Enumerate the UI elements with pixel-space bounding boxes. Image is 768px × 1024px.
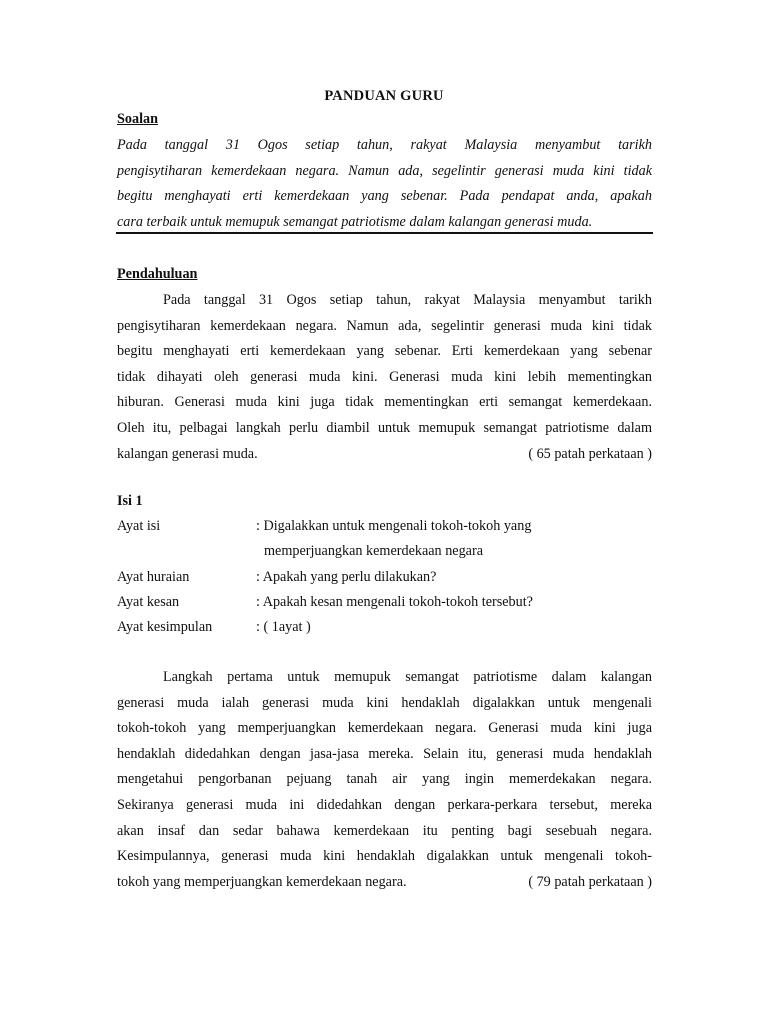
paragraph-line: pengisytiharan kemerdekaan negara. Namun ada, segelintir generasi muda kini tidak xyxy=(117,317,652,334)
outline-row xyxy=(117,594,533,611)
paragraph-line: begitu menghayati erti kemerdekaan yang sebenar. Erti kemerdekaan yang sebenar xyxy=(117,343,652,360)
outline-value: : Apakah yang perlu dilakukan? xyxy=(256,569,437,585)
paragraph-line: tokoh yang memperjuangkan kemerdekaan negara. xyxy=(117,873,407,890)
page-title: PANDUAN GURU xyxy=(324,88,444,104)
outline-value: : Digalakkan untuk mengenali tokoh-tokoh yang xyxy=(256,518,532,534)
outline-row xyxy=(117,569,436,586)
outline-label: Ayat huraian xyxy=(117,569,190,585)
paragraph-last-line xyxy=(117,870,652,896)
outline-label: Ayat kesan xyxy=(117,594,180,610)
paragraph-line: tidak dihayati oleh generasi muda kini. Generasi muda kini lebih mementingkan xyxy=(117,368,652,385)
word-count: ( 65 patah perkataan ) xyxy=(528,445,652,462)
outline-label xyxy=(117,543,256,560)
question-text xyxy=(117,133,652,235)
soalan-heading: Soalan xyxy=(117,111,159,127)
paragraph-line: tokoh-tokoh yang memperjuangkan kemerdekaan negara. Generasi muda kini juga xyxy=(117,720,652,737)
paragraph-last-line xyxy=(117,442,652,468)
question-line: cara terbaik untuk memupuk semangat patriotisme dalam kalangan generasi muda. xyxy=(117,213,593,230)
outline-value: memperjuangkan kemerdekaan negara xyxy=(264,543,484,559)
isi1-heading: Isi 1 xyxy=(117,493,143,509)
pendahuluan-heading: Pendahuluan xyxy=(117,266,198,282)
paragraph-line: Kesimpulannya, generasi muda kini hendaklah digalakkan untuk mengenali tokoh- xyxy=(117,848,652,865)
outline-label: Ayat isi xyxy=(117,518,161,534)
paragraph-line: Pada tanggal 31 Ogos setiap tahun, rakyat Malaysia menyambut tarikh xyxy=(163,292,652,308)
outline-value: : ( 1ayat ) xyxy=(256,619,311,635)
paragraph-line: generasi muda ialah generasi muda kini hendaklah digalakkan untuk mengenali xyxy=(117,694,652,711)
question-line: pengisytiharan kemerdekaan negara. Namun ada, segelintir generasi muda kini tidak xyxy=(117,162,652,179)
paragraph-line: mengetahui pengorbanan pejuang tanah air yang ingin memerdekakan negara. xyxy=(117,771,652,788)
paragraph-line: Sekiranya generasi muda ini didedahkan dengan perkara-perkara tersebut, mereka xyxy=(117,796,652,813)
outline-row xyxy=(117,518,531,535)
outline-row xyxy=(117,543,483,560)
paragraph-line: Oleh itu, pelbagai langkah perlu diambil untuk memupuk semangat patriotisme dalam xyxy=(117,419,652,436)
isi1-paragraph xyxy=(117,665,652,895)
question-underline-rule xyxy=(116,232,653,234)
question-line: Pada tanggal 31 Ogos setiap tahun, rakyat Malaysia menyambut tarikh xyxy=(117,137,652,153)
paragraph-line: kalangan generasi muda. xyxy=(117,445,258,462)
paragraph-line: Langkah pertama untuk memupuk semangat patriotisme dalam kalangan xyxy=(163,669,652,685)
pendahuluan-paragraph xyxy=(117,288,652,467)
outline-value: : Apakah kesan mengenali tokoh-tokoh tersebut? xyxy=(256,594,533,610)
outline-row xyxy=(117,619,311,636)
outline-label: Ayat kesimpulan xyxy=(117,619,213,635)
paragraph-line: hiburan. Generasi muda kini juga tidak mementingkan erti semangat kemerdekaan. xyxy=(117,394,652,411)
word-count: ( 79 patah perkataan ) xyxy=(528,873,652,890)
paragraph-line: akan insaf dan sedar bahawa kemerdekaan itu penting bagi sesebuah negara. xyxy=(117,822,652,839)
question-line: begitu menghayati erti kemerdekaan yang sebenar. Pada pendapat anda, apakah xyxy=(117,188,652,205)
paragraph-line: hendaklah didedahkan dengan jasa-jasa mereka. Selain itu, generasi muda hendaklah xyxy=(117,745,652,762)
